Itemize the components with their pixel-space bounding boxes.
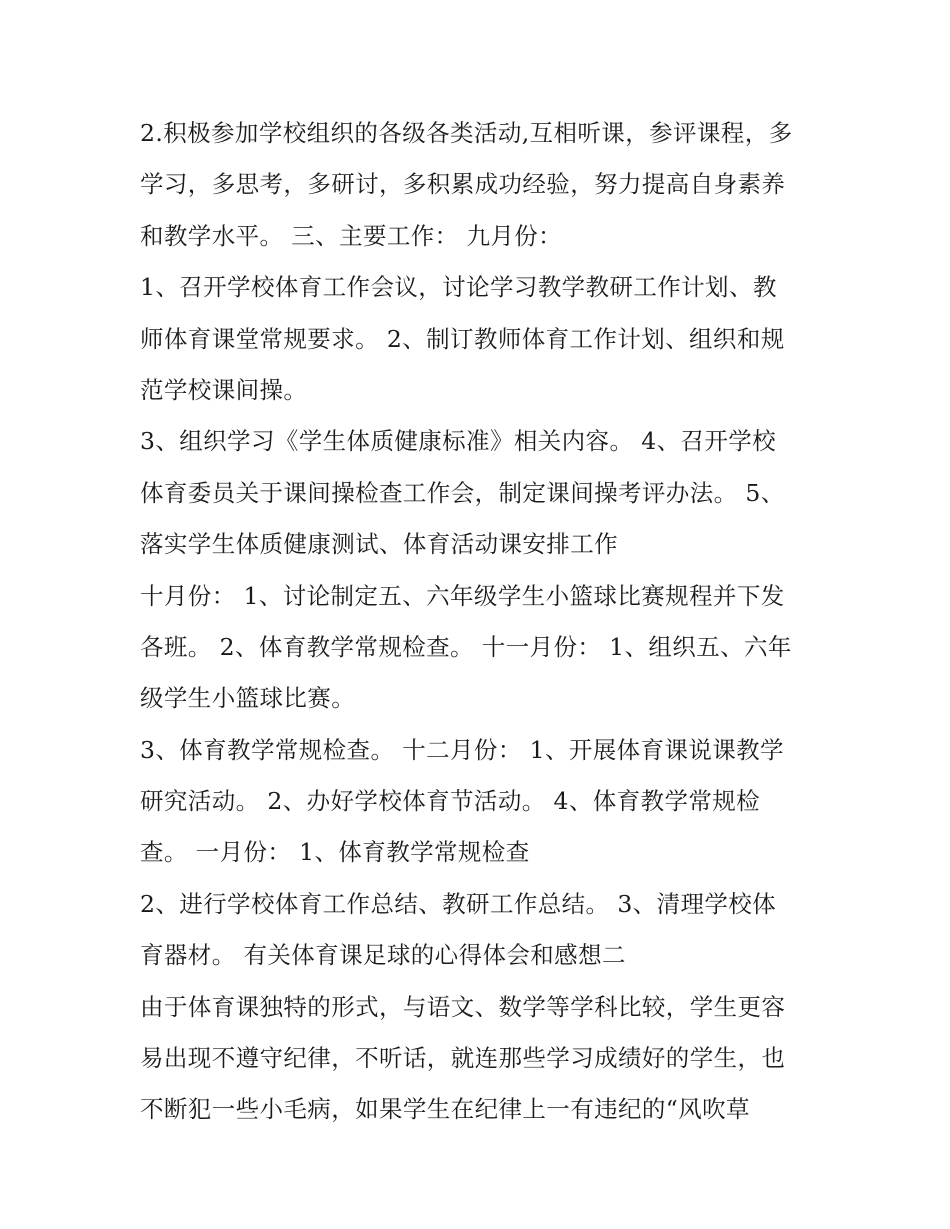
text-line: 育器材。 有关体育课足球的心得体会和感想二: [140, 941, 626, 970]
text-line: 师体育课堂常规要求。 2、制订教师体育工作计划、组织和规: [140, 324, 785, 353]
document-body: [140, 108, 830, 1136]
text-line: 十月份： 1、讨论制定五、六年级学生小篮球比赛规程并下发: [140, 581, 785, 610]
text-line: 学习，多思考，多研讨，多积累成功经验，努力提高自身素养: [140, 170, 786, 199]
text-line: 各班。 2、体育教学常规检查。 十一月份： 1、组织五、六年: [140, 632, 792, 661]
text-line: 3、组织学习《学生体质健康标准》相关内容。 4、召开学校: [140, 427, 777, 456]
text-line: 2.积极参加学校组织的各级各类活动,互相听课，参评课程，多: [140, 119, 793, 147]
text-line: 和教学水平。 三、主要工作： 九月份：: [140, 221, 563, 250]
text-line: 2、进行学校体育工作总结、教研工作总结。 3、清理学校体: [140, 889, 777, 918]
text-line: 查。 一月份： 1、体育教学常规检查: [140, 838, 530, 867]
text-line: 落实学生体质健康测试、体育活动课安排工作: [140, 530, 618, 559]
text-line: 级学生小篮球比赛。: [140, 684, 356, 713]
text-line: 易出现不遵守纪律，不听话，就连那些学习成绩好的学生，也: [140, 1044, 786, 1073]
text-line: 研究活动。 2、办好学校体育节活动。 4、体育教学常规检: [140, 787, 761, 816]
text-line: 3、体育教学常规检查。 十二月份： 1、开展体育课说课教学: [140, 735, 784, 764]
text-line: 不断犯一些小毛病，如果学生在纪律上一有违纪的“风吹草: [140, 1095, 750, 1124]
text-line: 范学校课间操。: [140, 375, 308, 404]
text-line: 体育委员关于课间操检查工作会，制定课间操考评办法。 5、: [140, 478, 785, 507]
text-line: 1、召开学校体育工作会议，讨论学习教学教研工作计划、教: [140, 273, 777, 302]
text-line: 由于体育课独特的形式，与语文、数学等学科比较，学生更容: [140, 992, 786, 1021]
